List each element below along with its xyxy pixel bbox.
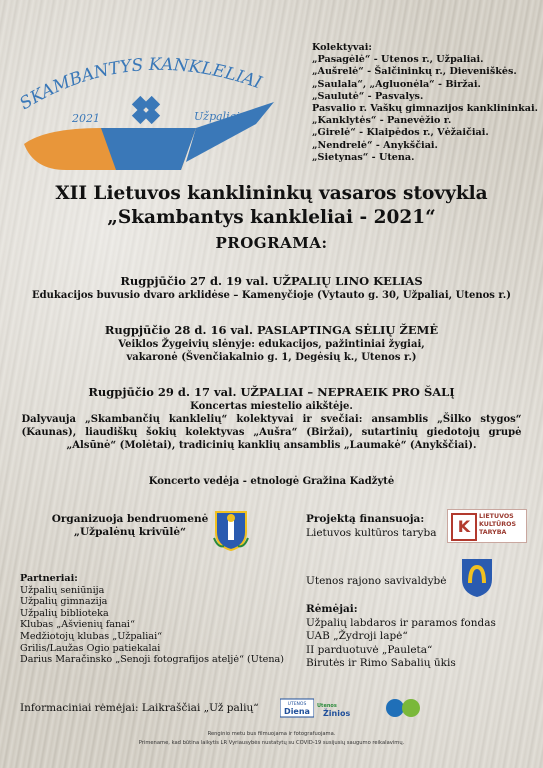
list-item: Grilis/Laužas Ogio patiekalai	[20, 642, 161, 654]
coat-of-arms-icon	[212, 508, 250, 552]
project-funding	[306, 512, 436, 540]
event-description: Dalyvauja „Skambančių kanklelių“ kolektyvai ir svečiai: ansamblis „Šilko stygos“ (Kaunas), liaudiškų šokių kolektyvas „Aušra“ (Biržai), sutartinių giedotojų grupė „Alsūnė“ (Molėtai), tradicinių kanklių ansamblis „Laumakė“ (Anykščiai).	[21, 414, 522, 451]
organizer-title: Organizuoja bendruomenė	[51, 513, 209, 525]
utenos-diena-name: Diena	[284, 707, 310, 716]
media-sponsors: Informaciniai rėmėjai: Laikraščiai „Už palių“	[20, 702, 259, 714]
list-item: „Kanklytės“ - Panevėžio r.	[312, 115, 452, 127]
sponsors-list	[306, 603, 496, 671]
list-item: Darius Maračinsko „Senoji fotografijos ateljė“ (Utena)	[20, 654, 284, 666]
main-title	[0, 182, 543, 230]
lkt-logo-line: KULTŪROS	[479, 521, 516, 528]
sponsors-title: Rėmėjai:	[306, 603, 358, 615]
programa-heading: PROGRAMA:	[215, 234, 328, 252]
partners-list	[20, 573, 284, 666]
footer-note-1: Renginio metu bus filmuojama ir fotografuojama.	[207, 731, 336, 737]
event-line: Edukacijos buvusio dvaro arklidėse – Kamenyčioje (Vytauto g. 30, Užpaliai, Utenos r.)	[32, 290, 511, 301]
list-item: Medžiotojų klubas „Užpaliai“	[20, 630, 163, 642]
list-item: Užpalių labdaros ir paramos fondas	[306, 616, 496, 629]
logo-place: Užpaliai	[194, 110, 240, 123]
utenos-zinios-top: Utenos	[317, 703, 337, 709]
list-item: Pasvalio r. Vaškų gimnazijos kanklininkai.	[312, 103, 539, 115]
list-item: „Pasagėlė“ - Utenos r., Užpaliai.	[312, 54, 484, 66]
title-line-1: XII Lietuvos kanklininkų vasaros stovykla	[55, 183, 488, 204]
lkt-logo-text	[479, 513, 525, 537]
list-item: „Girelė“ - Klaipėdos r., Vėžaičiai.	[312, 127, 489, 139]
concert-host: Koncerto vedėja - etnologė Gražina Kadžytė	[148, 476, 395, 487]
list-item: „Sietynas“ - Utena.	[312, 151, 415, 163]
logo-name: SKAMBANTYS KANKLELIAI	[16, 54, 265, 115]
title-line-2: „Skambantys kankleliai - 2021“	[107, 207, 436, 228]
logo-year: 2021	[72, 112, 100, 125]
organizer	[50, 513, 210, 539]
event-heading: Rugpjūčio 29 d. 17 val. UŽPALIAI – NEPRAEIK PRO ŠALĮ	[88, 385, 455, 399]
utenos-diena-top: UTENOS	[287, 702, 307, 707]
lkt-logo-line: TARYBA	[479, 529, 507, 536]
event-1	[0, 274, 543, 302]
collectives-title: Kolektyvai:	[312, 42, 372, 53]
event-heading: Rugpjūčio 27 d. 19 val. UŽPALIŲ LINO KELIAS	[120, 274, 423, 288]
project-name: Lietuvos kultūros taryba	[306, 527, 437, 539]
list-item: „Aušrelė“ - Šalčininkų r., Dieveniškės.	[312, 66, 517, 78]
list-item: Birutės ir Rimo Sabalių ūkis	[306, 657, 456, 669]
logo-blue-shape	[101, 128, 196, 170]
lkt-logo-letter: K	[451, 513, 477, 541]
list-item: Užpalių biblioteka	[20, 607, 109, 619]
lkt-logo-line: LIETUVOS	[479, 513, 514, 520]
utena-coat-of-arms-icon	[458, 555, 496, 599]
partners-title: Partneriai:	[20, 573, 78, 584]
event-line: Veiklos Žygeivių slėnyje: edukacijos, pažintiniai žygiai,	[118, 339, 425, 350]
list-item: Užpalių seniūnija	[20, 584, 105, 596]
list-item: „Saulala“, „Agluonėla“ - Biržai.	[312, 78, 481, 90]
utenos-zinios-logo	[315, 697, 351, 719]
event-line: Koncertas miestelio aikštėje.	[190, 401, 353, 412]
list-item: „Nendrelė“ - Anykščiai.	[312, 139, 438, 151]
collectives-list	[312, 42, 542, 164]
lkt-logo	[447, 509, 527, 543]
radio-logo	[384, 697, 424, 719]
list-item: „Saulutė“ - Pasvalys.	[312, 90, 424, 102]
event-line: vakaronė (Švenčiakalnio g. 1, Degėsių k., Utenos r.)	[126, 352, 417, 363]
utena-municipality: Utenos rajono savivaldybė	[306, 575, 447, 587]
list-item: Užpalių gimnazija	[20, 596, 108, 608]
utenos-zinios-name: Žinios	[323, 709, 351, 718]
event-heading: Rugpjūčio 28 d. 16 val. PASLAPTINGA SĖLIŲ ŽEMĖ	[104, 323, 439, 337]
festival-logo	[6, 32, 276, 182]
footer-note-2: Primename, kad būtina laikytis LR Vyriausybės nustatytų su COVID-19 susijusių saugumo reikalavimų.	[138, 740, 405, 746]
project-title: Projektą finansuoja:	[306, 513, 425, 525]
event-2	[0, 323, 543, 364]
organizer-name: „Užpalėnų krivūlė“	[73, 526, 187, 538]
utenos-diena-logo	[280, 697, 314, 719]
event-3	[0, 385, 543, 452]
list-item: II parduotuvė „Pauleta“	[306, 643, 433, 656]
star-icon	[132, 96, 160, 124]
list-item: Klubas „Ašvienių fanai“	[20, 619, 135, 631]
list-item: UAB „Žydroji lapė“	[306, 630, 408, 642]
